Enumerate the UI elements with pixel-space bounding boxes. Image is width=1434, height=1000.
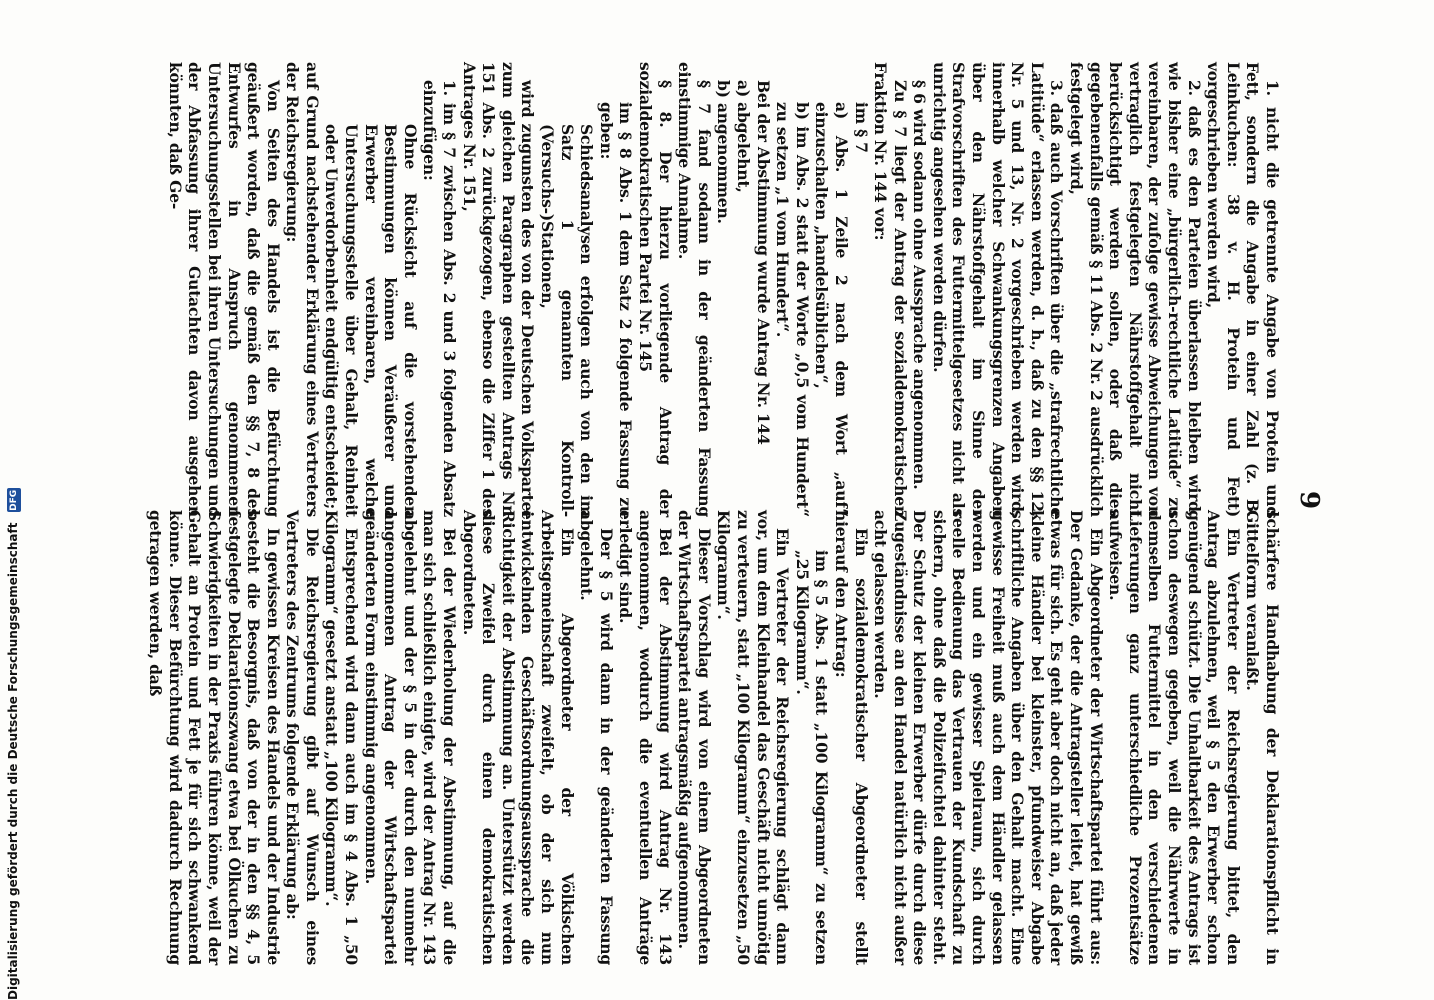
paragraph: 2. daß es den Parteien überlassen bleiben wird, wie bisher eine „bürgerlich-rechtliche Latitüde“ zu vereinbaren, der zufolge gewisse Abweichungen von vertraglich festgelegten Nährstoffgehalt nicht berücksichtigt werden sollen, oder daß dies gegebenenfalls gemäß § 11 Abs. 2 Nr. 2 ausdrücklich festgelegt wird,: [1067, 62, 1204, 517]
list-item: b) angenommen.: [714, 80, 734, 224]
paragraph: Ein Abgeordneter der Völkischen Arbeitsgemeinschaft zweifelt, ob der sich nun entwickelnden Geschäftsordnungsaussprache die Richtigkeit der Abstimmung an. Unterstützt werden diese Zweifel durch einen demokratischen Abgeordneten.: [459, 510, 577, 965]
footer-inner: [3, 0, 23, 1000]
paragraph: auf Grund nachstehender Erklärung eines Vertreters der Reichsregierung:: [283, 62, 322, 517]
paragraph: Dieser Vorschlag wird von einem Abgeordneten der Wirtschaftspartei antragsmäßig aufgenommen.: [675, 510, 714, 965]
paragraph: § 8. Der hierzu vorliegende Antrag der sozialdemokratischen Partei Nr. 145: [636, 62, 675, 517]
paragraph: 1. nicht die getrennte Angabe von Protein und Fett, sondern die Angabe in einer Zahl (z. B. Leinkuchen: 38 v. H. Protein und Fett) vorgeschrieben werden wird,: [1204, 62, 1282, 517]
paragraph: Bei der Wiederholung der Abstimmung, auf die man sich schließlich einigte, wird der Antrag Nr. 143 abgelehnt und der § 5 in der durch den nunmehr angenommenen Antrag der Wirtschaftspartei geänderten Form einstimmig angenommen.: [361, 510, 460, 965]
paragraph: Ohne Rücksicht auf die vorstehenden Bestimmungen können Veräußerer und Erwerber vereinbaren, welche Untersuchungsstelle über Gehalt, Reinheit oder Unverdorbenheit endgültig entscheidet;: [322, 124, 420, 517]
paragraph: im § 5 Abs. 1 statt „100 Kilogramm“ zu setzen „25 Kilogramm“.: [792, 550, 832, 965]
paragraph: Entsprechend wird dann auch im § 4 Abs. 1 „50 Kilogramm“ gesetzt anstatt „100 Kilogramm“.: [322, 510, 362, 965]
paragraph: § 7 fand sodann in der geänderten Fassung einstimmige Annahme.: [675, 62, 714, 517]
paragraph: In gewissen Kreisen des Handels und der Industrie besteht die Besorgnis, daß von der in den §§ 4, 5 festgelegte Deklarationszwang etwa bei Ölkuchen zu Schwierigkeiten in der Praxis führen könne, weil der Gehalt an Protein und Fett je für sich schwankend könne. Dieser Befürchtung wird dadurch Rechnung getragen werden, daß: [146, 510, 283, 965]
paragraph: § 6 wird sodann ohne Aussprache angenommen.: [910, 80, 930, 490]
page-number: 9: [1294, 490, 1324, 510]
right-column: [146, 510, 1282, 965]
paragraph: Schiedsanalysen erfolgen auch von den im Satz 1 genannten Kontroll-(Versuchs-)Stationen,: [538, 124, 597, 517]
paragraph: 3. daß auch Vorschriften über die „strafrechtliche Latitüde“ erlassen werden, d. h., daß zu den §§ 12, Nr. 5 und 13, Nr. 2 vorgeschrieben werden wird, innerhalb welcher Schwankungsgrenzen Angaben über den Nährstoffgehalt im Sinne der Strafvorschriften des Futtermittelgesetzes nicht als unrichtig angesehen werden dürfen.: [929, 62, 1067, 517]
list-item: 1. im § 7 zwischen Abs. 2 und 3 folgenden Absatz einzufügen:: [420, 80, 460, 517]
paragraph: wird zugunsten des von der Deutschen Volkspartei zum gleichen Paragraphen gestellten Antrags Nr. 151 Abs. 2 zurückgezogen, ebenso die Ziffer 1 des Antrages Nr. 151,: [459, 62, 538, 517]
paragraph: Zu § 7 liegt der Antrag der sozialdemokratischen Fraktion Nr. 144 vor:: [871, 62, 910, 517]
list-item: a) abgelehnt,: [733, 80, 753, 193]
paragraph: Ein sozialdemokratischer Abgeordneter stellt hierauf den Antrag:: [831, 510, 871, 965]
paragraph: im § 8 Abs. 1 dem Satz 2 folgende Fassung zu geben:: [596, 102, 636, 517]
footer-text: Digitalisierung gefördert durch die Deutsche Forschungsgemeinschaft: [6, 522, 20, 1000]
left-column: [165, 62, 1282, 517]
footer: [3, 0, 23, 1000]
paragraph: Ein Abgeordneter der Wirtschaftspartei führt aus: Der Gedanke, der die Antragsteller leitet, hat gewiß etwas für sich. Es geht aber doch nicht an, daß jeder kleine Händler bei kleinster, pfundweiser Abgabe schriftliche Angaben über den Gehalt macht. Eine gewisse Freiheit muß auch dem Händler gelassen werden und ein gewisser Spielraum, sich durch reelle Bedienung das Vertrauen der Kundschaft zu sichern, ohne daß die Polizeifuchtel dahinter steht. Der Schutz der kleinen Erwerber dürfe durch diese Zugeständnisse an den Handel natürlich nicht außer acht gelassen werden.: [871, 510, 1106, 965]
list-item: b) im Abs. 2 statt der Worte „0,5 vom Hundert“ zu setzen „1 vom Hundert“.: [773, 102, 812, 517]
paragraph: Ein Vertreter der Reichsregierung schlägt dann vor, um dem Kleinhandel das Geschäft nicht unnötig zu verteuern, statt „100 Kilogramm“ einzusetzen „50 Kilogramm“.: [714, 510, 793, 965]
paragraph: schärfere Handhabung der Deklarationspflicht in Gittelform veranlaßt.: [1243, 510, 1282, 965]
paragraph: Bei der Abstimmung wurde Antrag Nr. 144: [753, 80, 773, 445]
paragraph: Ein Vertreter der Reichsregierung bittet, den Antrag abzulehnen, weil § 5 den Erwerber schon genügend schützt. Die Unhaltbarkeit des Antrags ist schon deswegen gegeben, weil die Nährwerte in demselben Futtermittel in den verschiedenen Lieferungen ganz unterschiedliche Prozentsätze aufweisen.: [1106, 510, 1243, 965]
paragraph: Der § 5 wird dann in der geänderten Fassung abgelehnt.: [577, 510, 616, 965]
dfg-logo-icon: DFG: [8, 489, 19, 511]
paragraph: im § 7: [851, 102, 871, 153]
paragraph: Bei der Abstimmung wird Antrag Nr. 143 angenommen, wodurch die eventuellen Anträge erledigt sind.: [616, 510, 675, 965]
paragraph: Von Seiten des Handels ist die Befürchtung geäußert worden, daß die gemäß den §§ 7, 8 des Entwurfes in Anspruch genommenen Untersuchungsstellen bei ihren Untersuchungen und der Abfassung ihrer Gutachten davon ausgehen könnten, daß Ge-: [165, 62, 283, 517]
list-item: a) Abs. 1 Zeile 2 nach dem Wort „auf“ einzuschalten „handelsüblichen“,: [812, 102, 851, 517]
paragraph: Die Reichsregierung gibt auf Wunsch eines Vertreters des Zentrums folgende Erklärung ab:: [283, 510, 322, 965]
